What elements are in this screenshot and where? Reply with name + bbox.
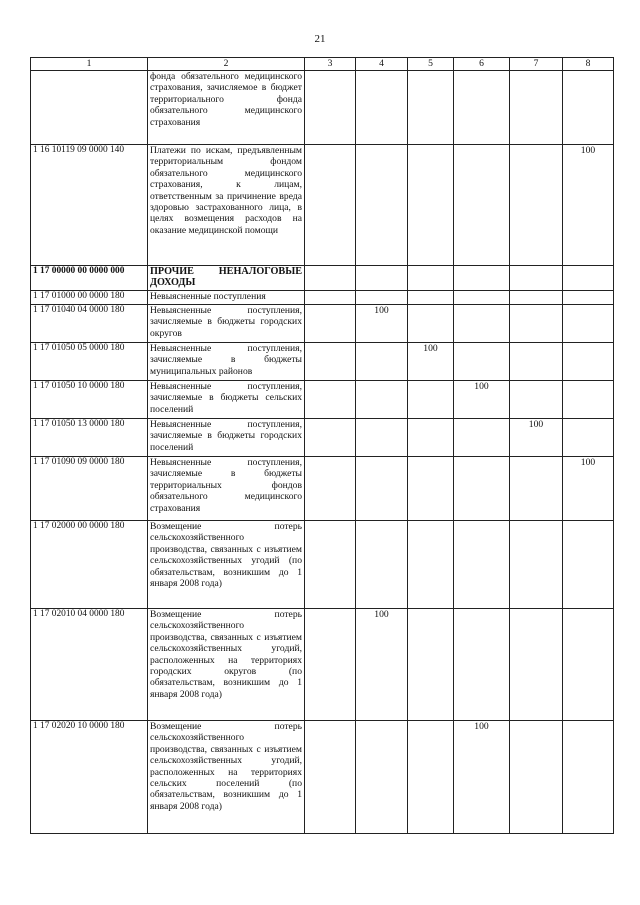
table-row — [31, 291, 614, 305]
revenue-name: Невыясненные поступления — [148, 291, 305, 305]
percent-value-col-4 — [356, 266, 408, 291]
revenue-name: Возмещение потерь сельскохозяйственного производства, связанных с изъятием сельскохозяйственных угодий, расположенных на территориях сельских поселений (по обязательствам, возникшим до 1 января 2008 года) — [148, 721, 305, 834]
percent-value-col-4 — [356, 291, 408, 305]
revenue-name: ПРОЧИЕ НЕНАЛОГОВЫЕ ДОХОДЫ — [148, 266, 305, 291]
table-row — [31, 305, 614, 343]
classification-code: 1 17 01000 00 0000 180 — [31, 291, 148, 305]
column-header: 5 — [408, 58, 454, 71]
percent-value-col-6 — [454, 419, 510, 457]
percent-value-col-5 — [408, 381, 454, 419]
percent-value-col-3 — [305, 305, 356, 343]
page-number: 21 — [314, 33, 326, 45]
column-header: 6 — [454, 58, 510, 71]
revenue-name: Невыясненные поступления, зачисляемые в бюджеты сельских поселений — [148, 381, 305, 419]
percent-value-col-5 — [408, 305, 454, 343]
percent-value-col-3 — [305, 145, 356, 266]
revenue-name: фонда обязательного медицинского страхования, зачисляемое в бюджет территориального фонда обязательного медицинского страхования — [148, 71, 305, 145]
percent-value-col-5 — [408, 145, 454, 266]
percent-value-col-5 — [408, 521, 454, 609]
percent-value-col-6 — [454, 343, 510, 381]
percent-value-col-6: 100 — [454, 721, 510, 834]
percent-value-col-7: 100 — [510, 419, 563, 457]
percent-value-col-6 — [454, 305, 510, 343]
classification-code: 1 17 02000 00 0000 180 — [31, 521, 148, 609]
classification-code: 1 16 10119 09 0000 140 — [31, 145, 148, 266]
header-row — [31, 58, 614, 71]
percent-value-col-7 — [510, 71, 563, 145]
revenue-name: Возмещение потерь сельскохозяйственного производства, связанных с изъятием сельскохозяйственных угодий (по обязательствам, возникшим до 1 января 2008 года) — [148, 521, 305, 609]
classification-code: 1 17 01040 04 0000 180 — [31, 305, 148, 343]
table-row — [31, 266, 614, 291]
percent-value-col-3 — [305, 609, 356, 721]
percent-value-col-7 — [510, 521, 563, 609]
percent-value-col-6 — [454, 71, 510, 145]
percent-value-col-8: 100 — [563, 145, 614, 266]
classification-code: 1 17 02020 10 0000 180 — [31, 721, 148, 834]
revenue-name: Невыясненные поступления, зачисляемые в бюджеты городских поселений — [148, 419, 305, 457]
classification-code — [31, 71, 148, 145]
percent-value-col-3 — [305, 291, 356, 305]
percent-value-col-5: 100 — [408, 343, 454, 381]
classification-code: 1 17 02010 04 0000 180 — [31, 609, 148, 721]
percent-value-col-6 — [454, 266, 510, 291]
percent-value-col-8 — [563, 609, 614, 721]
percent-value-col-4 — [356, 721, 408, 834]
percent-value-col-6 — [454, 145, 510, 266]
percent-value-col-6 — [454, 521, 510, 609]
percent-value-col-8 — [563, 343, 614, 381]
percent-value-col-4 — [356, 521, 408, 609]
percent-value-col-3 — [305, 419, 356, 457]
percent-value-col-8 — [563, 381, 614, 419]
percent-value-col-7 — [510, 609, 563, 721]
percent-value-col-4: 100 — [356, 609, 408, 721]
percent-value-col-3 — [305, 71, 356, 145]
percent-value-col-7 — [510, 721, 563, 834]
column-header: 1 — [31, 58, 148, 71]
table-row — [31, 457, 614, 521]
table-row — [31, 343, 614, 381]
percent-value-col-8 — [563, 419, 614, 457]
percent-value-col-5 — [408, 721, 454, 834]
percent-value-col-7 — [510, 266, 563, 291]
column-header: 8 — [563, 58, 614, 71]
table-body — [31, 71, 614, 834]
classification-code: 1 17 01050 05 0000 180 — [31, 343, 148, 381]
table-row — [31, 521, 614, 609]
column-header: 3 — [305, 58, 356, 71]
percent-value-col-5 — [408, 457, 454, 521]
percent-value-col-7 — [510, 343, 563, 381]
revenue-name: Невыясненные поступления, зачисляемые в бюджеты территориальных фондов обязательного медицинского страхования — [148, 457, 305, 521]
percent-value-col-4 — [356, 145, 408, 266]
table-row — [31, 381, 614, 419]
percent-value-col-8 — [563, 71, 614, 145]
percent-value-col-7 — [510, 457, 563, 521]
percent-value-col-3 — [305, 381, 356, 419]
revenue-name: Платежи по искам, предъявленным территориальным фондом обязательного медицинского страхования, к лицам, ответственным за причинение вреда здоровью застрахованного лица, в целях возмещения расходов на оказание медицинской помощи — [148, 145, 305, 266]
classification-code: 1 17 01050 13 0000 180 — [31, 419, 148, 457]
percent-value-col-4 — [356, 381, 408, 419]
percent-value-col-6 — [454, 457, 510, 521]
percent-value-col-6: 100 — [454, 381, 510, 419]
percent-value-col-7 — [510, 291, 563, 305]
budget-classification-table — [30, 57, 614, 834]
percent-value-col-3 — [305, 343, 356, 381]
percent-value-col-8 — [563, 291, 614, 305]
percent-value-col-7 — [510, 145, 563, 266]
table-row — [31, 609, 614, 721]
percent-value-col-3 — [305, 266, 356, 291]
table-row — [31, 145, 614, 266]
percent-value-col-3 — [305, 721, 356, 834]
percent-value-col-6 — [454, 291, 510, 305]
percent-value-col-8 — [563, 721, 614, 834]
percent-value-col-5 — [408, 291, 454, 305]
percent-value-col-4 — [356, 343, 408, 381]
revenue-name: Возмещение потерь сельскохозяйственного производства, связанных с изъятием сельскохозяйственных угодий, расположенных на территориях городских округов (по обязательствам, возникшим до 1 января 2008 года) — [148, 609, 305, 721]
table-row — [31, 721, 614, 834]
percent-value-col-7 — [510, 305, 563, 343]
percent-value-col-5 — [408, 419, 454, 457]
percent-value-col-5 — [408, 609, 454, 721]
column-header: 7 — [510, 58, 563, 71]
percent-value-col-5 — [408, 266, 454, 291]
percent-value-col-8 — [563, 266, 614, 291]
percent-value-col-8: 100 — [563, 457, 614, 521]
percent-value-col-8 — [563, 305, 614, 343]
percent-value-col-3 — [305, 521, 356, 609]
percent-value-col-5 — [408, 71, 454, 145]
percent-value-col-4 — [356, 71, 408, 145]
percent-value-col-4 — [356, 419, 408, 457]
classification-code: 1 17 01050 10 0000 180 — [31, 381, 148, 419]
revenue-name: Невыясненные поступления, зачисляемые в бюджеты муниципальных районов — [148, 343, 305, 381]
column-header: 2 — [148, 58, 305, 71]
percent-value-col-4 — [356, 457, 408, 521]
revenue-name: Невыясненные поступления, зачисляемые в бюджеты городских округов — [148, 305, 305, 343]
table-row — [31, 71, 614, 145]
table-row — [31, 419, 614, 457]
percent-value-col-6 — [454, 609, 510, 721]
column-header: 4 — [356, 58, 408, 71]
classification-code: 1 17 01090 09 0000 180 — [31, 457, 148, 521]
classification-code: 1 17 00000 00 0000 000 — [31, 266, 148, 291]
percent-value-col-7 — [510, 381, 563, 419]
percent-value-col-3 — [305, 457, 356, 521]
percent-value-col-8 — [563, 521, 614, 609]
percent-value-col-4: 100 — [356, 305, 408, 343]
